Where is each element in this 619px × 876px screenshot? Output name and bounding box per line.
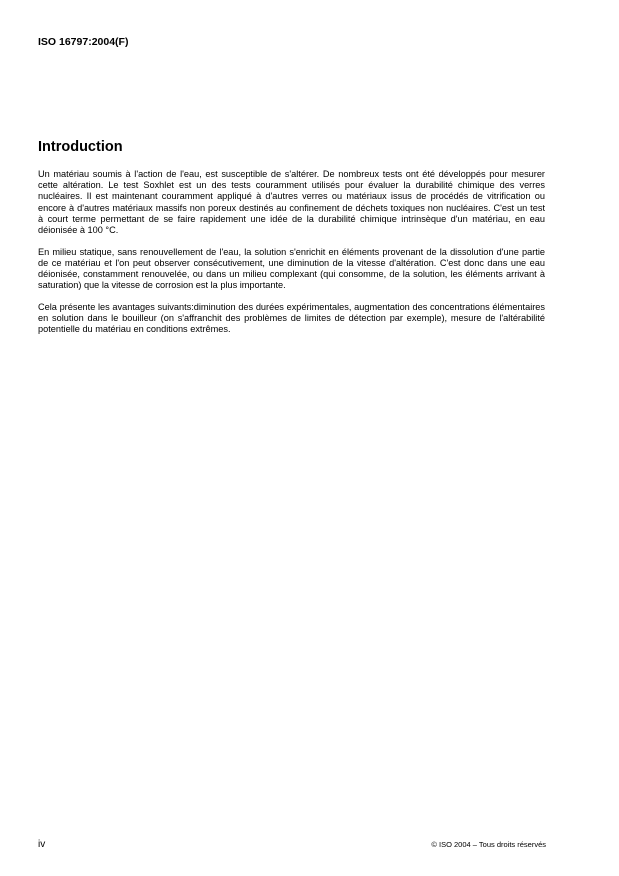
document-id: ISO 16797:2004(F) <box>38 36 129 48</box>
page-number: iv <box>38 839 46 850</box>
paragraph: Cela présente les avantages suivants:diminution des durées expérimentales, augmentation des concentrations élémentaires en solution dans le bouilleur (on s'affranchit des problèmes de limites de détection par exemple), mesure de l'altérabilité potentielle du matériau en conditions extrêmes. <box>38 302 545 335</box>
section-body <box>38 169 545 346</box>
section-title: Introduction <box>38 139 123 155</box>
copyright-notice: © ISO 2004 – Tous droits réservés <box>431 840 546 849</box>
paragraph: En milieu statique, sans renouvellement de l'eau, la solution s'enrichit en éléments provenant de la dissolution d'une partie de ce matériau et l'on peut observer consécutivement, une diminution de la vitesse d'altération. C'est donc dans une eau déionisée, constamment renouvelée, ou dans un milieu complexant (qui consomme, de la solution, les éléments arrivant à saturation) que la vitesse de corrosion est la plus importante. <box>38 246 545 291</box>
paragraph: Un matériau soumis à l'action de l'eau, est susceptible de s'altérer. De nombreux tests ont été développés pour mesurer cette altération. Le test Soxhlet est un des tests couramment utilisés pour évaluer la durabilité chimique des verres nucléaires. Il est maintenant couramment appliqué à d'autres verres ou matériaux issus de procédés de vitrification ou encore à d'autres matériaux massifs non poreux destinés au confinement de déchets toxiques non nucléaires. C'est un test à court terme permettant de se faire rapidement une idée de la durabilité chimique intrinsèque d'un matériau, en eau déionisée à 100 °C. <box>38 169 545 236</box>
